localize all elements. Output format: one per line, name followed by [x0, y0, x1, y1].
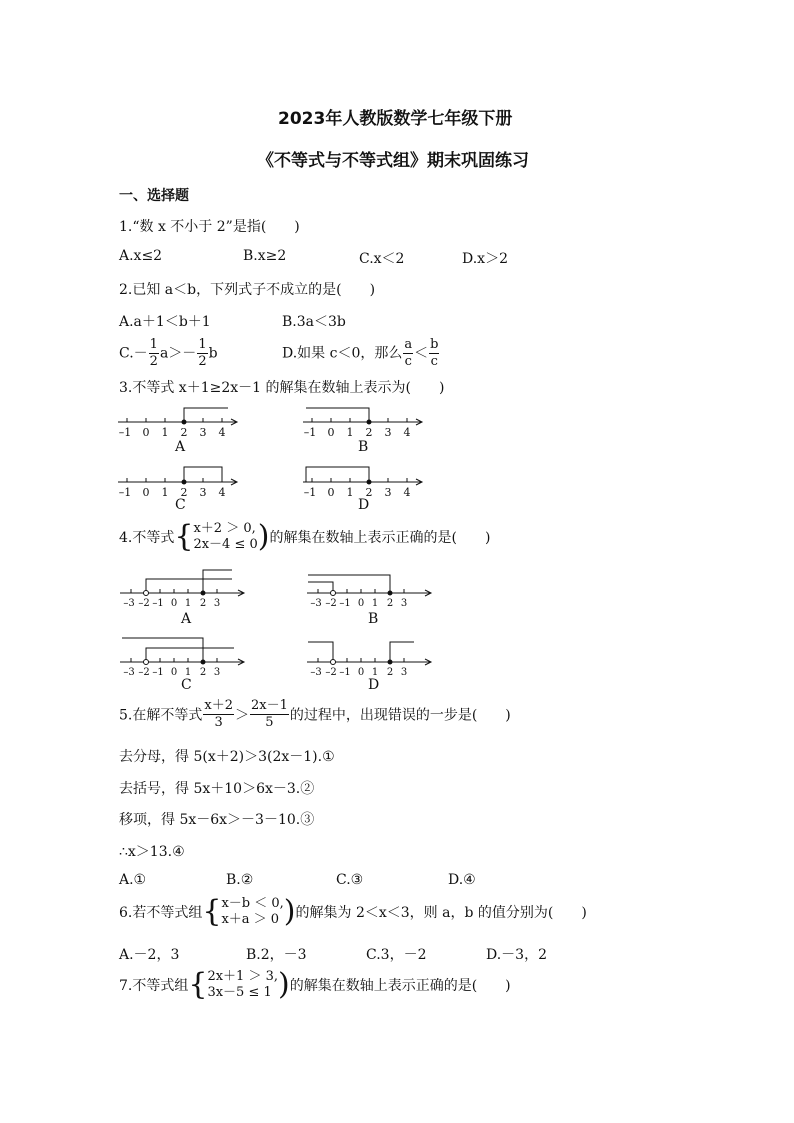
q5-stem-prefix: 5.在解不等式 — [119, 707, 203, 724]
q6-stem-suffix: 的解集为 2＜x＜3，则 a，b 的值分别为( ) — [295, 905, 587, 921]
q2-c-prefix: C.－ — [119, 345, 148, 362]
tick-label: –2 — [325, 667, 337, 678]
tick-label: –2 — [325, 598, 337, 609]
tick-label: 3 — [384, 486, 392, 499]
q4-stem: 4.不等式{ x＋2 ＞ 0, 2x－4 ≤ 0 )的解集在数轴上表示正确的是( ) — [119, 519, 491, 554]
q3-label-b: B — [358, 439, 369, 455]
tick-label: 4 — [403, 486, 411, 499]
tick-label: 2 — [386, 667, 394, 678]
q1-stem: 1.“数 x 不小于 2”是指( ) — [119, 219, 300, 235]
q2-option-d — [282, 337, 440, 370]
tick-label: 4 — [403, 426, 411, 439]
q5-step-4: ∴x＞13.④ — [119, 844, 185, 860]
q4-label-a: A — [181, 611, 192, 627]
q5-option-c: C.③ — [336, 872, 364, 888]
q1-option-c: C.x＜2 — [359, 251, 405, 267]
tick-label: 1 — [184, 598, 192, 609]
q1-option-d: D.x＞2 — [462, 251, 508, 267]
tick-label: 0 — [327, 426, 335, 439]
tick-label: 1 — [184, 667, 192, 678]
tick-label: 4 — [218, 486, 226, 499]
fraction: $\frac{2x-1}{5}$ — [250, 698, 288, 730]
tick-label: –1 — [303, 426, 317, 439]
tick-label: 2 — [199, 667, 207, 678]
q5-step-1: 去分母，得 5(x＋2)＞3(2x－1).① — [119, 749, 335, 765]
q3-number-lines — [110, 400, 440, 500]
tick-label: –1 — [118, 486, 132, 499]
q6-stem-prefix: 6.若不等式组 — [119, 905, 203, 921]
tick-label: 3 — [384, 426, 392, 439]
q2-d-lt: ＜ — [414, 345, 429, 362]
tick-label: 3 — [400, 667, 408, 678]
tick-label: –1 — [303, 486, 317, 499]
q5-option-a: A.① — [119, 872, 147, 888]
q4-label-b: B — [368, 611, 379, 627]
tick-label: 1 — [371, 598, 379, 609]
tick-label: 1 — [161, 426, 169, 439]
inequality-system: x－b ＜ 0, x＋a ＞ 0 — [221, 896, 284, 927]
tick-label: –2 — [138, 598, 150, 609]
q6-option-b: B.2，－3 — [246, 947, 307, 963]
tick-label: –2 — [138, 667, 150, 678]
q5-step-2: 去括号，得 5x＋10＞6x－3.② — [119, 781, 315, 797]
tick-label: 0 — [170, 598, 178, 609]
q6-option-d: D.－3，2 — [486, 947, 547, 963]
q5-step-3: 移项，得 5x－6x＞－3－10.③ — [119, 812, 315, 828]
fraction: $\frac{a}{c}$ — [404, 337, 413, 369]
q3-label-d: D — [358, 497, 370, 513]
tick-label: –3 — [123, 667, 135, 678]
q4-stem-suffix: 的解集在数轴上表示正确的是( ) — [269, 530, 491, 546]
tick-label: –1 — [152, 667, 164, 678]
q2-option-a: A.a＋1＜b＋1 — [119, 314, 211, 330]
tick-label: 0 — [357, 598, 365, 609]
section-heading: 一、选择题 — [119, 188, 189, 204]
inequality-system: 2x＋1 ＞ 3, 3x－5 ≤ 1 — [207, 969, 278, 1000]
tick-label: –1 — [118, 426, 132, 439]
q2-stem: 2.已知 a＜b，下列式子不成立的是( ) — [119, 282, 376, 298]
tick-label: 0 — [327, 486, 335, 499]
tick-label: 1 — [371, 667, 379, 678]
inequality-system: x＋2 ＞ 0, 2x－4 ≤ 0 — [193, 521, 258, 552]
q1-option-a: A.x≤2 — [119, 248, 163, 264]
q7-stem-suffix: 的解集在数轴上表示正确的是( ) — [289, 978, 511, 994]
q2-c-suffix: b — [208, 345, 218, 362]
q2-d-prefix: D.如果 c＜0，那么 — [282, 345, 403, 362]
q3-stem: 3.不等式 x＋1≥2x－1 的解集在数轴上表示为( ) — [119, 380, 445, 396]
q2-option-b: B.3a＜3b — [282, 314, 346, 330]
fraction: $\frac{1}{2}$ — [198, 337, 207, 369]
tick-label: 0 — [170, 667, 178, 678]
q3-label-a: A — [175, 439, 186, 455]
tick-label: 2 — [386, 598, 394, 609]
tick-label: 2 — [365, 426, 373, 439]
tick-label: –1 — [339, 667, 351, 678]
q1-option-b: B.x≥2 — [243, 248, 287, 264]
q7-stem: 7.不等式组{ 2x＋1 ＞ 3, 3x－5 ≤ 1 )的解集在数轴上表示正确的是( ) — [119, 967, 511, 1002]
q6-stem: 6.若不等式组{ x－b ＜ 0, x＋a ＞ 0 )的解集为 2＜x＜3，则 a，b 的值分别为( ) — [119, 894, 587, 929]
tick-label: –3 — [123, 598, 135, 609]
tick-label: 0 — [357, 667, 365, 678]
tick-label: 3 — [400, 598, 408, 609]
fraction: $\frac{b}{c}$ — [430, 337, 439, 369]
tick-label: 2 — [180, 486, 188, 499]
q4-label-c: C — [181, 677, 192, 693]
tick-label: 3 — [199, 426, 207, 439]
q6-option-a: A.－2，3 — [119, 947, 180, 963]
tick-label: –3 — [310, 598, 322, 609]
tick-label: –3 — [310, 667, 322, 678]
tick-label: 4 — [218, 426, 226, 439]
title-line1: 2023年人教版数学七年级下册 — [278, 109, 513, 129]
tick-label: 0 — [142, 426, 150, 439]
fraction: $\frac{x+2}{3}$ — [204, 698, 233, 730]
q4-number-lines — [110, 565, 440, 680]
tick-label: –1 — [339, 598, 351, 609]
q5-option-b: B.② — [226, 872, 254, 888]
tick-label: 2 — [365, 486, 373, 499]
tick-label: 1 — [346, 426, 354, 439]
tick-label: 1 — [346, 486, 354, 499]
tick-label: –1 — [152, 598, 164, 609]
tick-label: 2 — [199, 598, 207, 609]
title-line2: 《不等式与不等式组》期末巩固练习 — [257, 151, 529, 171]
q4-label-d: D — [368, 677, 380, 693]
q4-stem-prefix: 4.不等式 — [119, 530, 175, 546]
tick-label: 3 — [213, 667, 221, 678]
q2-c-mid: a＞－ — [159, 345, 197, 362]
q6-option-c: C.3，－2 — [366, 947, 427, 963]
q5-option-d: D.④ — [448, 872, 476, 888]
tick-label: 3 — [213, 598, 221, 609]
fraction: $\frac{1}{2}$ — [149, 337, 158, 369]
q2-option-c — [119, 337, 218, 370]
q7-stem-prefix: 7.不等式组 — [119, 978, 189, 994]
q3-label-c: C — [175, 497, 186, 513]
tick-label: 1 — [161, 486, 169, 499]
q5-stem-suffix: 的过程中，出现错误的一步是( ) — [289, 707, 511, 724]
q5-stem: 5.在解不等式 $\frac{x+2}{3}$ ＞ $\frac{2x-1}{5}$ 的过程中，出现错误的一步是( ) — [119, 698, 511, 730]
tick-label: 3 — [199, 486, 207, 499]
tick-label: 2 — [180, 426, 188, 439]
tick-label: 0 — [142, 486, 150, 499]
